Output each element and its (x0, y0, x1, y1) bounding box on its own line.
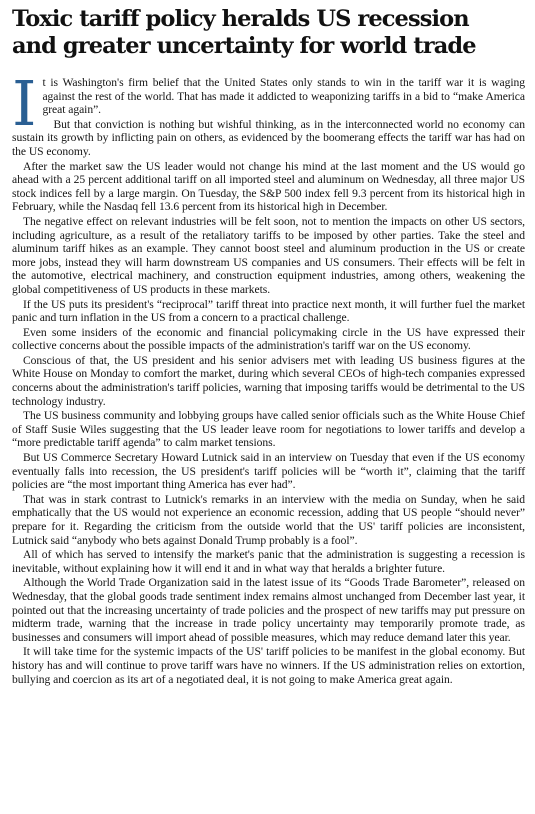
article-body (12, 67, 525, 686)
paragraph: The US business community and lobbying groups have called senior officials such as the White House Chief of Staff Susie Wiles suggesting that the US leader leave room for negotiations to lower tariffs and develop a “more predictable tariff agenda” to calm market tensions. (12, 409, 525, 450)
paragraph: It will take time for the systemic impacts of the US' tariff policies to be manifest in the global economy. But history has and will continue to prove tariff wars have no winners. If the US administration relies on extortion, bullying and coercion as its art of a negotiated deal, it is not going to make America great again. (12, 645, 525, 686)
paragraph: Conscious of that, the US president and his senior advisers met with leading US business figures at the White House on Monday to comfort the market, during which several CEOs of high-tech companies expressed concerns about the administration's tariff policies, warning that imposing tariffs would be detrimental to the US technology industry. (12, 353, 525, 408)
headline-line-1: Toxic tariff policy heralds US recession (12, 6, 469, 32)
paragraph: That was in stark contrast to Lutnick's remarks in an interview with the media on Sunday, when he said emphatically that the US would not experience an economic recession, adding that US people “should never” prepare for it. Regarding the criticism from the outside world that the US' tariff policies are inconsistent, Lutnick said “anybody who bets against Donald Trump probably is a fool”. (12, 492, 525, 547)
paragraph: But US Commerce Secretary Howard Lutnick said in an interview on Tuesday that even if the US economy eventually falls into recession, the US president's tariff policies will be “worth it”, claiming that the tariff policies are “the most important thing America has ever had”. (12, 451, 525, 492)
paragraph: After the market saw the US leader would not change his mind at the last moment and the US would go ahead with a 25 percent additional tariff on all imported steel and aluminum on Wednesday, all three major US stock indices fell by a large margin. On Tuesday, the S&P 500 index fell 9.3 percent from its historical high in February, while the Nasdaq fell 13.6 percent from its historical high in December. (12, 159, 525, 214)
paragraph: But that conviction is nothing but wishful thinking, as in the interconnected world no economy can sustain its growth by inflicting pain on others, as evidenced by the boomerang effects the tariff war has had on the US economy. (12, 117, 525, 158)
paragraph: If the US puts its president's “reciprocal” tariff threat into practice next month, it will further fuel the market panic and turn inflation in the US from a concern to a practical challenge. (12, 297, 525, 325)
paragraph: The negative effect on relevant industries will be felt soon, not to mention the impacts on other US sectors, including agriculture, as a result of the retaliatory tariffs to be imposed by other parties. Take the steel and aluminum tariff hikes as an example. They cannot boost steel and aluminum production in the US or create more jobs, instead they will harm downstream US companies and US consumers. Their effects will be felt in the automotive, electrical machinery, and construction equipment industries, among others, weakening the global competitiveness of US products in these markets. (12, 214, 525, 296)
headline-line-2: and greater uncertainty for world trade (12, 33, 476, 59)
drop-cap: I (12, 67, 37, 140)
paragraph: Even some insiders of the economic and financial policymaking circle in the US have expressed their collective concerns about the possible impacts of the administration's tariff war on the US economy. (12, 325, 525, 353)
article (12, 6, 525, 687)
lead-paragraph-text: t is Washington's firm belief that the United States only stands to win in the tariff war it is waging against the rest of the world. That has made it addicted to weaponizing tariffs in a bid to “make America great again”. (42, 76, 525, 117)
headline (12, 6, 525, 60)
paragraph: All of which has served to intensify the market's panic that the administration is suggesting a recession is inevitable, without explaining how it will end it and in what way that heralds a brighter future. (12, 548, 525, 575)
paragraph: Although the World Trade Organization said in the latest issue of its “Goods Trade Barometer”, released on Wednesday, that the global goods trade sentiment index remains almost unchanged from December last year, it pointed out that the increasing uncertainty of trade policies and the prospect of new tariffs may put pressure on midterm trade, warning that the increase in trade policy uncertainty may temporarily promote trade, as businesses and consumers will import ahead of possible measures, which may reduce demand later this year. (12, 576, 525, 644)
